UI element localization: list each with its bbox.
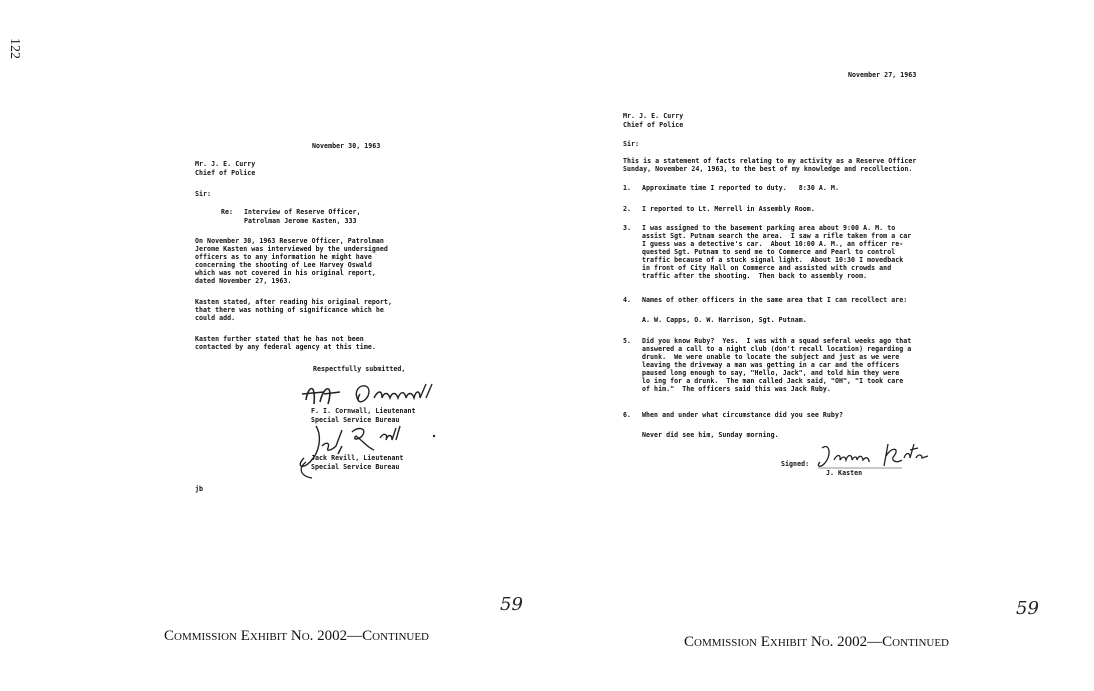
page-number: 122 [7,38,22,59]
item-line: Never did see him, Sunday morning. [642,431,779,439]
right-handwritten-number: 59 [1016,598,1039,619]
left-handwritten-number: 59 [500,594,523,615]
left-re-label: Re: [221,208,234,216]
item-line: A. W. Capps, O. W. Harrison, Sgt. Putnam. [642,316,807,324]
left-caption: Commission Exhibit No. 2002—Continued [164,628,429,644]
item-line: Approximate time I reported to duty. 8:30 A. M. [642,184,839,192]
left-re-line: Patrolman Jerome Kasten, 333 [244,217,357,225]
item-line: in front of City Hall on Commerce and assisted with crowds and [642,264,892,272]
left-salutation: Sir: [195,190,212,198]
left-para1-line: concerning the shooting of Lee Harvey Oswald [195,261,372,269]
signer-name: J. Kasten [826,469,863,477]
item-number: 4. [623,296,632,304]
right-addressee-title: Chief of Police [623,121,684,129]
item-line: traffic because of a stuck signal light. About 10:30 I movedback [642,256,904,264]
item-line: lo ing for a drunk. The man called Jack said, "OH", "I took care [642,377,904,385]
right-date: November 27, 1963 [848,71,917,79]
item-line: Did you know Ruby? Yes. I was with a squad seferal weeks ago that [642,337,912,345]
item-line: paused long enough to say, "Hello, Jack", and told him they were [642,369,900,377]
right-addressee-name: Mr. J. E. Curry [623,112,684,120]
left-para1-line: officers as to any information he might have [195,253,372,261]
item-line: quested Sgt. Putnam to send me to Commerce and Pearl to control [642,248,896,256]
left-para3-line: contacted by any federal agency at this time. [195,343,376,351]
item-line: I guess was a detective's car. About 10:00 A. M., an officer re- [642,240,904,248]
item-line: leaving the driveway a man was getting in a car and the officers [642,361,900,369]
left-para1-line: Jerome Kasten was interviewed by the undersigned [195,245,388,253]
right-salutation: Sir: [623,140,640,148]
right-caption: Commission Exhibit No. 2002—Continued [684,634,949,650]
item-line: traffic after the shooting. Then back to assembly room. [642,272,868,280]
left-para1-line: dated November 27, 1963. [195,277,292,285]
left-addressee-name: Mr. J. E. Curry [195,160,256,168]
right-intro-line: Sunday, November 24, 1963, to the best of my knowledge and recollection. [623,165,913,173]
revill-signature [292,422,442,482]
item-number: 2. [623,205,632,213]
left-para2-line: Kasten stated, after reading his original report, [195,298,392,306]
item-number: 1. [623,184,632,192]
item-number: 6. [623,411,632,419]
item-number: 5. [623,337,632,345]
left-para3-line: Kasten further stated that he has not been [195,335,364,343]
left-addressee-title: Chief of Police [195,169,256,177]
left-date: November 30, 1963 [312,142,381,150]
left-para1-line: which was not covered in his original report, [195,269,376,277]
left-para2-line: that there was nothing of significance which he [195,306,384,314]
left-para1-line: On November 30, 1963 Reserve Officer, Patrolman [195,237,384,245]
item-line: I reported to Lt. Merrell in Assembly Room. [642,205,815,213]
kasten-signature [812,440,942,472]
right-intro-line: This is a statement of facts relating to my activity as a Reserve Officer [623,157,917,165]
left-para2-line: could add. [195,314,236,322]
item-line: drunk. We were unable to locate the subject and just as we were [642,353,900,361]
item-line: I was assigned to the basement parking area about 9:00 A. M. to [642,224,896,232]
item-number: 3. [623,224,632,232]
left-signer2-title: Special Service Bureau [311,463,400,471]
left-signer2-name: Jack Revill, Lieutenant [311,454,404,462]
left-signer1-title: Special Service Bureau [311,416,400,424]
left-closing: Respectfully submitted, [313,365,406,373]
item-line: When and under what circumstance did you see Ruby? [642,411,843,419]
item-line: assist Sgt. Putnam search the area. I saw a rifle taken from a car [642,232,912,240]
left-initials: jb [195,485,204,493]
item-line: of him." The officers said this was Jack Ruby. [642,385,831,393]
item-line: answered a call to a night club (don't recall location) regarding a [642,345,912,353]
left-re-line: Interview of Reserve Officer, [244,208,361,216]
item-line: Names of other officers in the same area that I can recollect are: [642,296,908,304]
left-signer1-name: F. I. Cornwall, Lieutenant [311,407,416,415]
signed-label: Signed: [781,460,810,468]
